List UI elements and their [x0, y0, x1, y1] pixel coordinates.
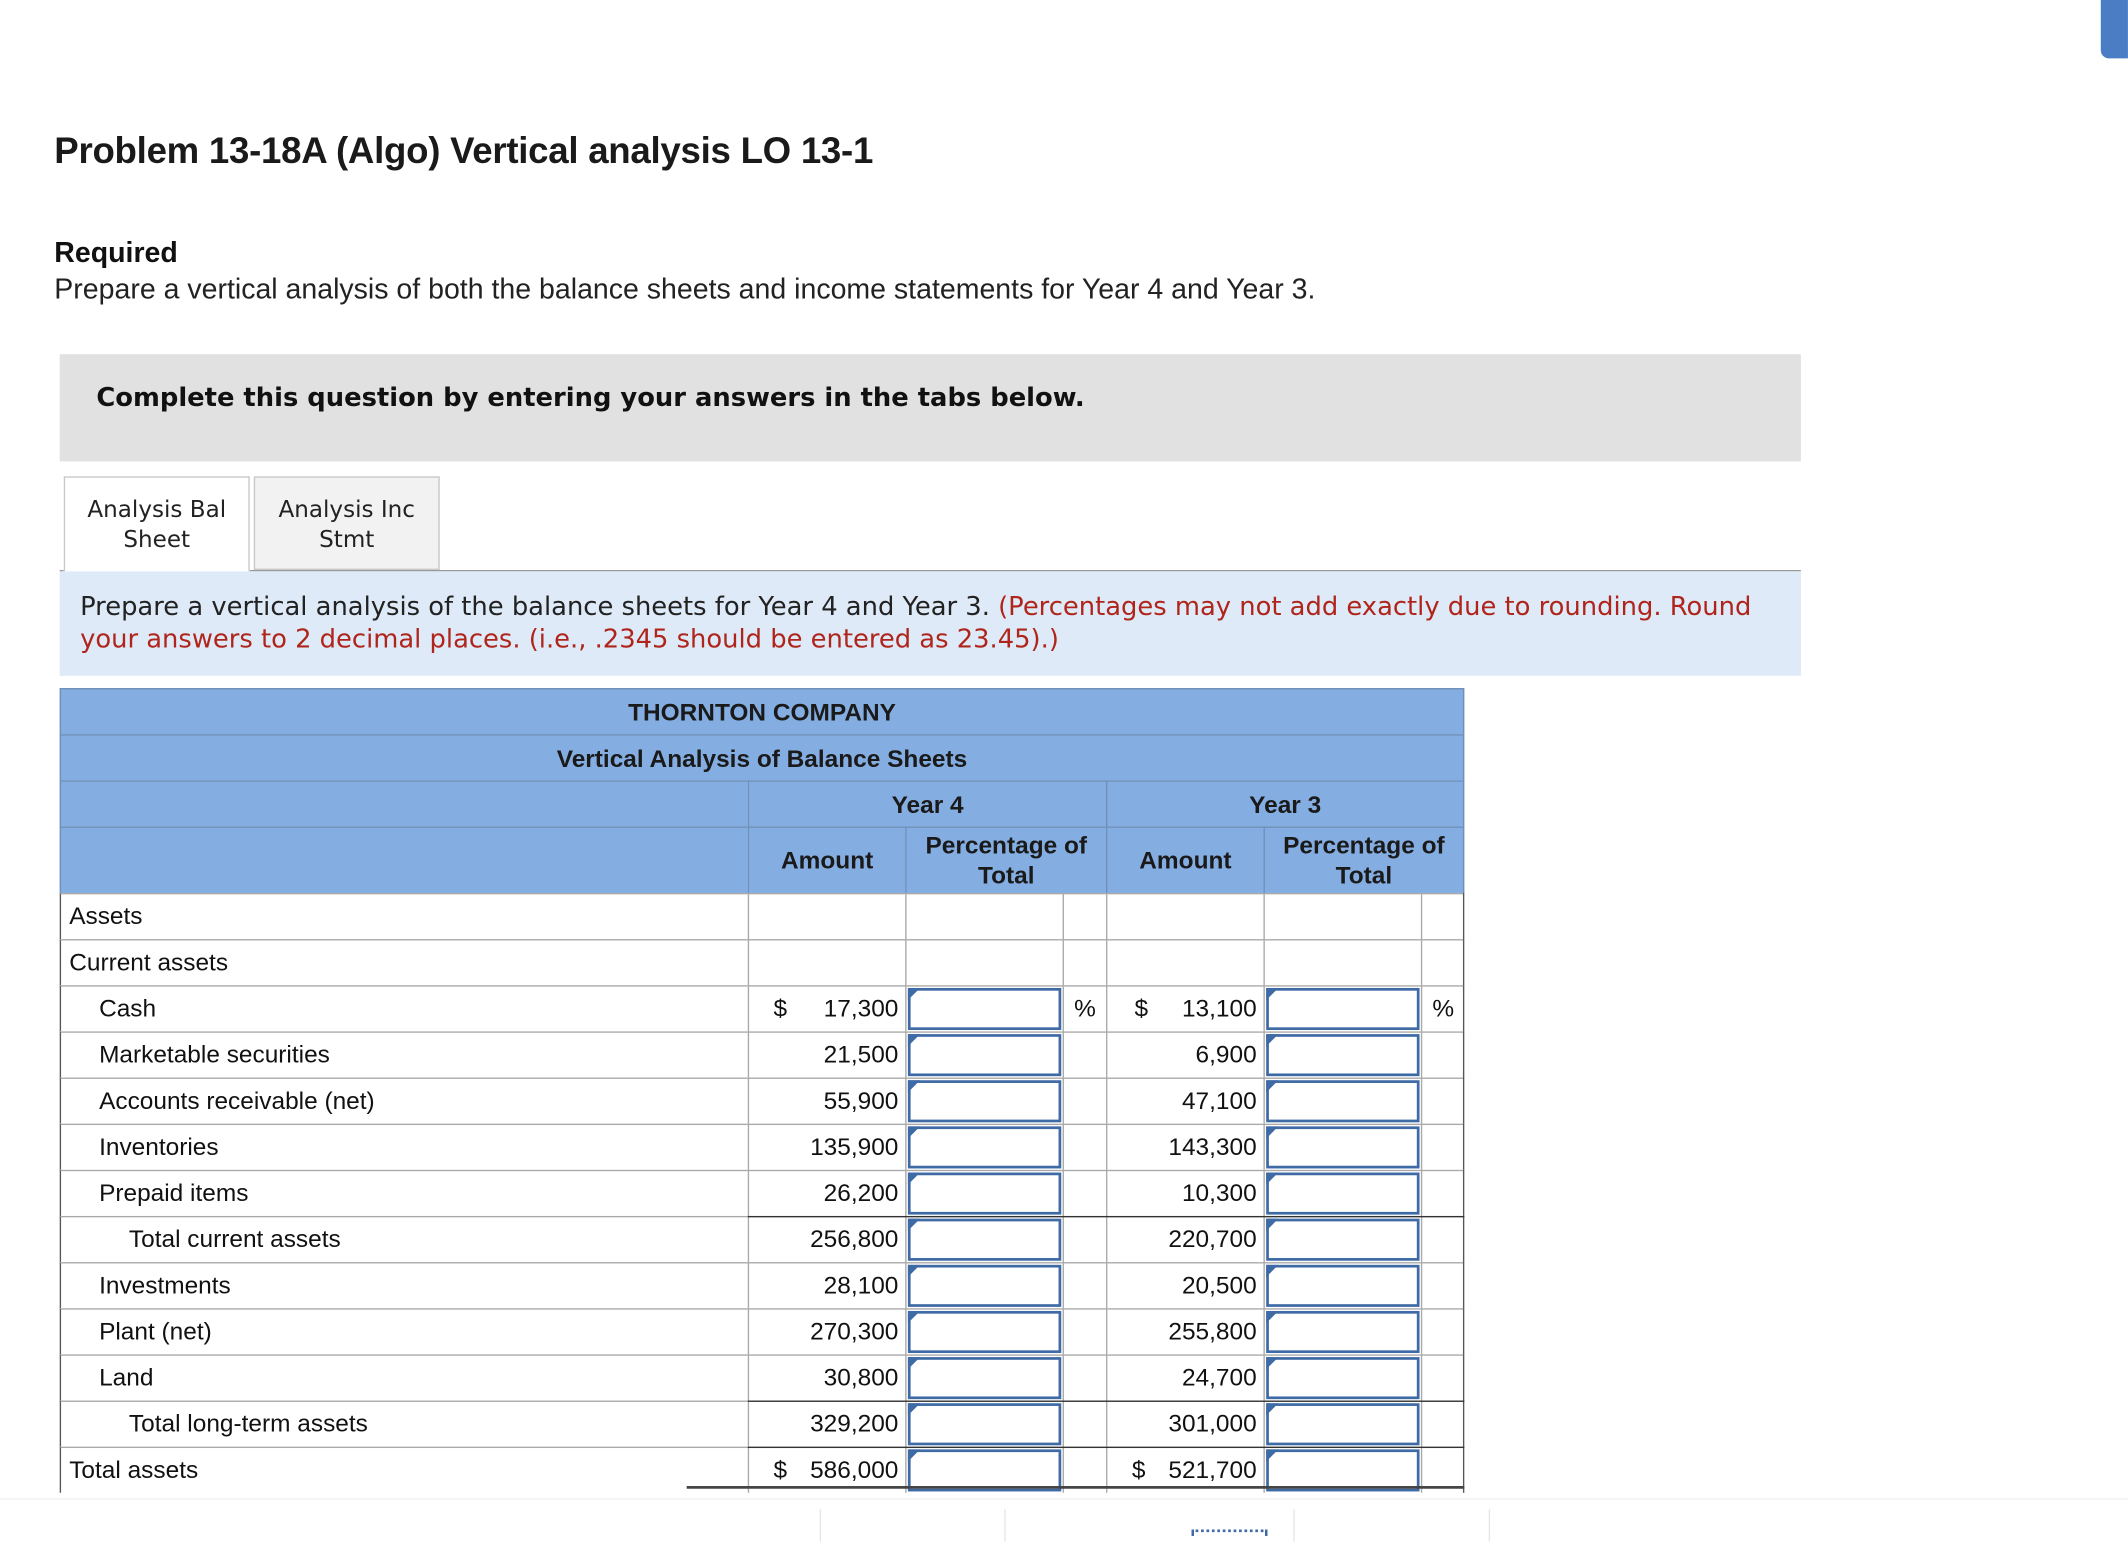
dollar-sign: $: [1134, 994, 1149, 1022]
input-marker-icon: [1266, 1311, 1278, 1323]
input-marker-icon: [908, 1219, 920, 1231]
table-row: [60, 1170, 1465, 1216]
pct-sign-cell: [1421, 1262, 1464, 1308]
amount-value: 255,800: [1168, 1317, 1257, 1345]
table-row: [60, 1354, 1465, 1400]
footer-divider: [0, 1498, 2128, 1499]
pct-cell-year3: [1263, 1401, 1420, 1447]
amount-year3: [1106, 1216, 1263, 1262]
tab-label-line1: Analysis Inc: [278, 496, 415, 524]
table-subtitle: Vertical Analysis of Balance Sheets: [556, 745, 968, 773]
pct-cell-year4: [905, 1170, 1062, 1216]
amount-value: 55,900: [823, 1087, 899, 1115]
row-label: Marketable securities: [60, 1031, 748, 1077]
pct-cell-year3: [1263, 1170, 1420, 1216]
page-title: Problem 13-18A (Algo) Vertical analysis LO 13-1: [54, 130, 874, 171]
amount-value: 21,500: [823, 1040, 899, 1069]
amount-year4: [748, 1308, 905, 1354]
pct-sign-cell: [1421, 1308, 1464, 1354]
amount-year3: [1106, 985, 1263, 1031]
pct-input-year3[interactable]: [1266, 1403, 1419, 1445]
pct-input-year3[interactable]: [1266, 1219, 1419, 1261]
pct-cell-year3: [1263, 1354, 1420, 1400]
pct-input-year4[interactable]: [908, 1265, 1061, 1307]
input-marker-icon: [908, 1265, 920, 1277]
header-year4: Year 4: [748, 780, 1106, 826]
tab-label-line2: Stmt: [319, 526, 375, 554]
input-marker-icon: [908, 1080, 920, 1092]
percent-sign: %: [1074, 994, 1096, 1022]
pct-sign-cell: [1063, 985, 1106, 1031]
pct-input-year4[interactable]: [908, 1126, 1061, 1168]
input-marker-icon: [1266, 1034, 1278, 1046]
amount-year4: [748, 1124, 905, 1170]
input-marker-icon: [908, 1173, 920, 1185]
pct-sign-cell: [1063, 1401, 1106, 1447]
footer-divider: [1004, 1509, 1005, 1542]
pct-cell-year4: [905, 1308, 1062, 1354]
table-row: [60, 985, 1465, 1031]
pct-input-year4[interactable]: [908, 1403, 1061, 1445]
pct-sign-cell: [1421, 1170, 1464, 1216]
row-label: Total long-term assets: [60, 1401, 748, 1447]
pct-cell-year4: [905, 1216, 1062, 1262]
amount-value: 30,800: [823, 1363, 899, 1392]
amount-year4: [748, 939, 905, 985]
row-label: Assets: [60, 893, 748, 939]
row-label: Inventories: [60, 1124, 748, 1170]
scroll-indicator[interactable]: [1192, 1529, 1268, 1536]
pct-sign-cell: [1063, 1354, 1106, 1400]
amount-year4: [748, 1216, 905, 1262]
header-pct-y3: [1263, 826, 1464, 892]
table-right-border: [1463, 1078, 1464, 1124]
pct-cell-year4: [905, 1262, 1062, 1308]
tab-analysis-inc-stmt[interactable]: [254, 476, 440, 570]
amount-value: 270,300: [810, 1317, 899, 1345]
amount-year4: [748, 1170, 905, 1216]
amount-year4: [748, 1354, 905, 1400]
input-marker-icon: [1266, 1403, 1278, 1415]
amount-value: 47,100: [1181, 1087, 1257, 1115]
pct-cell-year3: [1263, 1031, 1420, 1077]
amount-value: 10,300: [1181, 1179, 1257, 1207]
amount-value: 301,000: [1168, 1410, 1257, 1438]
pct-cell-year3: [1263, 1308, 1420, 1354]
header-pct-line1: Percentage of: [1283, 831, 1445, 860]
table-right-border: [1463, 1216, 1464, 1262]
footer-divider: [1489, 1509, 1490, 1542]
panel-instruction: [60, 571, 1801, 675]
amount-value: 143,300: [1168, 1133, 1257, 1161]
row-label: Total current assets: [60, 1216, 748, 1262]
row-label: Total assets: [60, 1447, 748, 1493]
header-pct-line2: Total: [1335, 861, 1393, 889]
pct-cell-year4: [905, 1124, 1062, 1170]
pct-sign-cell: [1421, 893, 1464, 939]
input-marker-icon: [1266, 1173, 1278, 1185]
table-right-border: [1463, 1124, 1464, 1170]
table-right-border: [1463, 1262, 1464, 1308]
pct-cell-year4: [905, 1078, 1062, 1124]
amount-value: 24,700: [1181, 1363, 1257, 1392]
input-marker-icon: [1266, 1219, 1278, 1231]
amount-value: 256,800: [810, 1225, 899, 1253]
table-right-border: [1463, 1401, 1464, 1447]
input-marker-icon: [908, 1403, 920, 1415]
required-heading: Required: [54, 237, 178, 269]
panel-instruction-main: Prepare a vertical analysis of the balance sheets for Year 4 and Year 3.: [80, 591, 990, 622]
pct-cell-year3: [1263, 1124, 1420, 1170]
pct-input-year4[interactable]: [908, 1034, 1061, 1076]
pct-sign-cell: [1063, 1308, 1106, 1354]
tab-analysis-bal-sheet[interactable]: [64, 476, 250, 571]
total-rule: [748, 1216, 1465, 1217]
pct-sign-cell: [1421, 985, 1464, 1031]
dollar-sign: $: [773, 994, 788, 1022]
header-year3: Year 3: [1106, 780, 1464, 826]
header-amount-y3: Amount: [1106, 826, 1263, 892]
amount-value: 135,900: [810, 1133, 899, 1161]
input-marker-icon: [908, 1126, 920, 1138]
row-label: Investments: [60, 1262, 748, 1308]
table-row: [60, 1401, 1465, 1447]
amount-year3: [1106, 1170, 1263, 1216]
row-label: Land: [60, 1354, 748, 1400]
pct-input-year3[interactable]: [1266, 1126, 1419, 1168]
amount-year3: [1106, 1354, 1263, 1400]
company-name: THORNTON COMPANY: [628, 698, 896, 727]
pct-sign-cell: [1063, 1216, 1106, 1262]
pct-input-year4[interactable]: [908, 1219, 1061, 1261]
amount-value: 329,200: [810, 1410, 899, 1438]
dollar-sign: $: [773, 1456, 788, 1484]
total-rule: [748, 1401, 1465, 1402]
pct-sign-cell: [1421, 1078, 1464, 1124]
amount-value: 521,700: [1168, 1456, 1257, 1484]
table-company-header: [60, 688, 1465, 734]
table-row: [60, 1308, 1465, 1354]
pct-input-year4[interactable]: [908, 988, 1061, 1030]
pct-cell-year3: [1263, 939, 1420, 985]
footer-divider: [820, 1509, 821, 1542]
amount-year3: [1106, 1124, 1263, 1170]
table-subtitle-header: [60, 734, 1465, 780]
amount-value: 17,300: [823, 994, 899, 1022]
table-row: [60, 1078, 1465, 1124]
pct-cell-year3: [1263, 1078, 1420, 1124]
pct-input-year3[interactable]: [1266, 1173, 1419, 1215]
amount-year3: [1106, 1031, 1263, 1077]
tab-label-line1: Analysis Bal: [87, 496, 227, 524]
pct-input-year3[interactable]: [1266, 1311, 1419, 1353]
pct-sign-cell: [1421, 1401, 1464, 1447]
header-pct-line2: Total: [978, 861, 1035, 889]
amount-year3: [1106, 893, 1263, 939]
table-right-border: [1463, 939, 1464, 985]
table-row: [60, 893, 1465, 939]
pct-cell-year4: [905, 1401, 1062, 1447]
input-marker-icon: [1266, 1449, 1278, 1461]
pct-input-year3[interactable]: [1266, 1034, 1419, 1076]
table-right-border: [1463, 1308, 1464, 1354]
pct-sign-cell: [1063, 1031, 1106, 1077]
pct-input-year4[interactable]: [908, 1080, 1061, 1122]
pct-cell-year3: [1263, 893, 1420, 939]
input-marker-icon: [908, 1034, 920, 1046]
pct-sign-cell: [1063, 1262, 1106, 1308]
pct-sign-cell: [1063, 1078, 1106, 1124]
pct-cell-year4: [905, 985, 1062, 1031]
input-marker-icon: [1266, 1357, 1278, 1369]
amount-year4: [748, 1401, 905, 1447]
pct-sign-cell: [1063, 939, 1106, 985]
row-label: Current assets: [60, 939, 748, 985]
input-marker-icon: [908, 1357, 920, 1369]
pct-sign-cell: [1421, 1216, 1464, 1262]
pct-input-year3[interactable]: [1266, 1357, 1419, 1399]
pct-input-year4[interactable]: [908, 1311, 1061, 1353]
amount-value: 28,100: [823, 1271, 899, 1299]
table-row: [60, 1031, 1465, 1077]
input-marker-icon: [908, 1449, 920, 1461]
total-rule: [748, 1447, 1465, 1448]
pct-cell-year3: [1263, 1262, 1420, 1308]
input-marker-icon: [1266, 1126, 1278, 1138]
input-marker-icon: [908, 1311, 920, 1323]
pct-sign-cell: [1063, 893, 1106, 939]
amount-year4: [748, 1078, 905, 1124]
table-right-border: [1463, 1031, 1464, 1077]
table-right-border: [1463, 1354, 1464, 1400]
pct-input-year4[interactable]: [908, 1173, 1061, 1215]
pct-input-year3[interactable]: [1266, 1265, 1419, 1307]
pct-sign-cell: [1063, 1124, 1106, 1170]
amount-year4: [748, 893, 905, 939]
row-label: Accounts receivable (net): [60, 1078, 748, 1124]
row-label: Prepaid items: [60, 1170, 748, 1216]
table-row: [60, 939, 1465, 985]
dollar-sign: $: [1131, 1456, 1146, 1484]
amount-year4: [748, 985, 905, 1031]
table-bottom-border: [687, 1486, 1465, 1489]
input-marker-icon: [1266, 1080, 1278, 1092]
pct-sign-cell: [1421, 1124, 1464, 1170]
header-blank: [60, 780, 748, 826]
amount-year4: [748, 1262, 905, 1308]
input-marker-icon: [908, 988, 920, 1000]
table-row: [60, 1262, 1465, 1308]
pct-cell-year4: [905, 939, 1062, 985]
amount-value: 220,700: [1168, 1225, 1257, 1253]
pct-cell-year4: [905, 1354, 1062, 1400]
amount-value: 20,500: [1181, 1271, 1257, 1299]
table-row: [60, 1124, 1465, 1170]
table-right-border: [1463, 893, 1464, 939]
table-right-border: [1463, 985, 1464, 1031]
panel-instruction-note: (Percentages may not add exactly due to rounding. Round your answers to 2 decimal places. (i.e., .2345 should be entered as 23.45).): [80, 591, 1752, 655]
percent-sign: %: [1432, 994, 1455, 1022]
corner-tab[interactable]: [2101, 0, 2128, 58]
pct-sign-cell: [1063, 1170, 1106, 1216]
header-pct-y4: [905, 826, 1106, 892]
required-text: Prepare a vertical analysis of both the balance sheets and income statements for Year 4 and Year 3.: [54, 274, 1316, 306]
pct-input-year4[interactable]: [908, 1357, 1061, 1399]
instruction-banner-text: Complete this question by entering your answers in the tabs below.: [96, 382, 1085, 413]
pct-input-year3[interactable]: [1266, 1080, 1419, 1122]
pct-sign-cell: [1421, 1354, 1464, 1400]
amount-year3: [1106, 1401, 1263, 1447]
amount-year3: [1106, 1308, 1263, 1354]
amount-value: 6,900: [1195, 1040, 1257, 1069]
amount-year3: [1106, 1078, 1263, 1124]
header-amount-y4: Amount: [748, 826, 905, 892]
amount-value: 586,000: [810, 1456, 899, 1484]
pct-cell-year4: [905, 1031, 1062, 1077]
pct-input-year3[interactable]: [1266, 988, 1419, 1030]
input-marker-icon: [1266, 1265, 1278, 1277]
pct-sign-cell: [1421, 939, 1464, 985]
footer-divider: [1293, 1509, 1294, 1542]
amount-value: 13,100: [1181, 994, 1257, 1022]
amount-year4: [748, 1031, 905, 1077]
input-marker-icon: [1266, 988, 1278, 1000]
instruction-banner: [60, 354, 1801, 461]
pct-cell-year3: [1263, 1216, 1420, 1262]
amount-value: 26,200: [823, 1179, 899, 1207]
row-label: Cash: [60, 985, 748, 1031]
row-label: Plant (net): [60, 1308, 748, 1354]
pct-sign-cell: [1421, 1031, 1464, 1077]
tab-label-line2: Sheet: [123, 526, 191, 554]
table-row: [60, 1216, 1465, 1262]
pct-cell-year4: [905, 893, 1062, 939]
table-right-border: [1463, 1170, 1464, 1216]
amount-year3: [1106, 1262, 1263, 1308]
header-pct-line1: Percentage of: [925, 831, 1088, 860]
pct-cell-year3: [1263, 985, 1420, 1031]
header-blank: [60, 826, 748, 892]
amount-year3: [1106, 939, 1263, 985]
